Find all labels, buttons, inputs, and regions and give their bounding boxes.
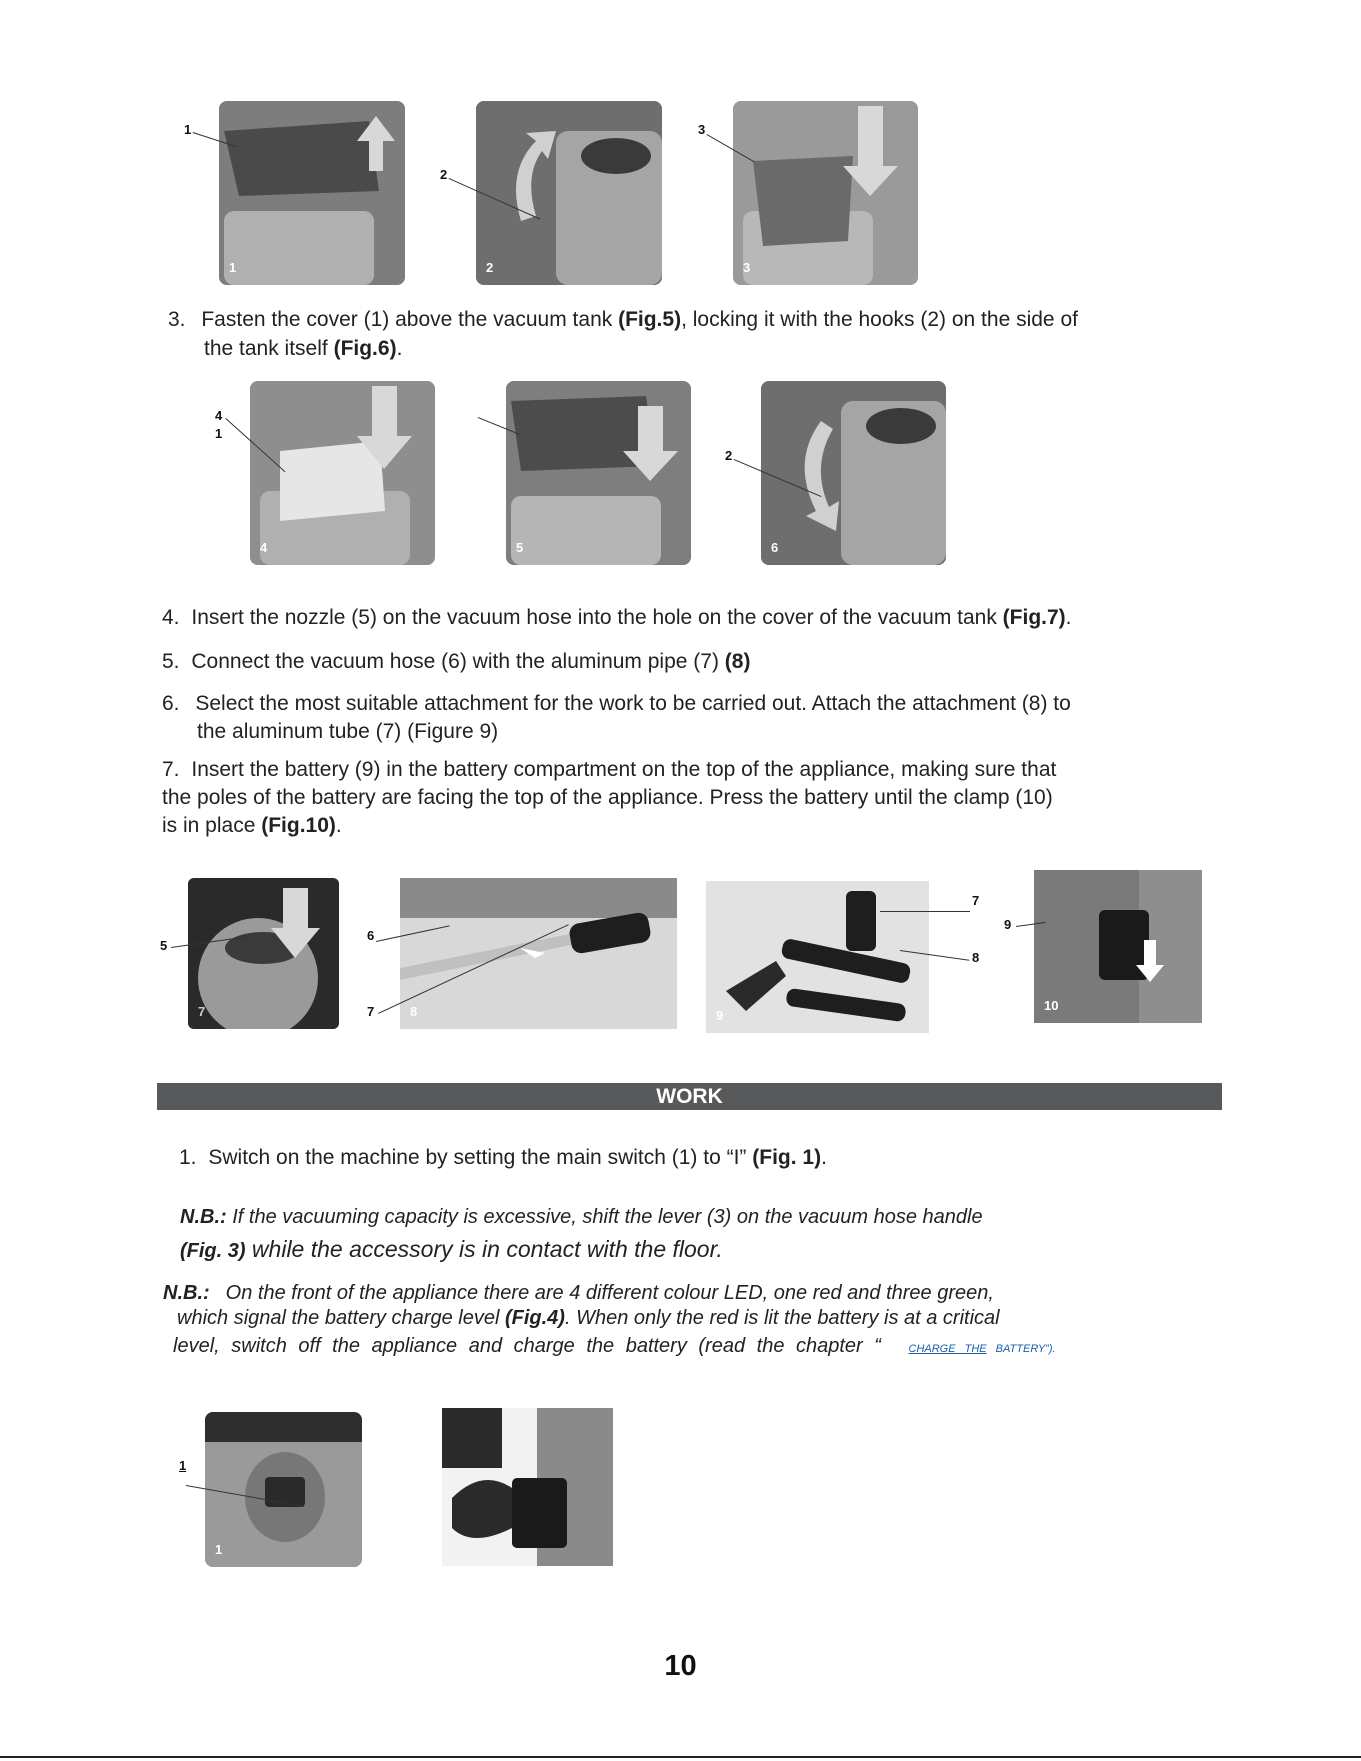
note-text: . When only the red is lit the battery is at a critical xyxy=(564,1307,1000,1329)
step-text: Select the most suitable attachment for the work to be carried out. Attach the attachment (8) to xyxy=(195,692,1071,715)
figure-number: 1 xyxy=(215,1542,223,1557)
figure-number: 4 xyxy=(260,540,268,555)
step-text: Switch on the machine by setting the main switch (1) to “I” xyxy=(208,1146,753,1169)
leader-line xyxy=(880,911,970,912)
callout-label: 2 xyxy=(725,448,733,463)
callout-label: 3 xyxy=(698,122,706,137)
figure-5-photo xyxy=(506,381,691,565)
note-text: level, switch off the appliance and charge the battery (read the chapter “ xyxy=(173,1335,881,1357)
note-1 xyxy=(180,1206,983,1229)
figure-number: 1 xyxy=(229,260,237,275)
step-text: . xyxy=(335,814,342,837)
chapter-link-end: BATTERY”). xyxy=(986,1343,1056,1355)
figure-1-photo xyxy=(219,101,405,285)
note-text: On the front of the appliance there are 4 different colour LED, one red and three green, xyxy=(225,1282,994,1304)
step-number: 1. xyxy=(179,1146,197,1169)
callout-label: 9 xyxy=(1004,917,1012,932)
step-text: the tank itself xyxy=(204,337,334,360)
note-text: If the vacuuming capacity is excessive, shift the lever (3) on the vacuum hose handle xyxy=(226,1206,983,1228)
figure-number: 9 xyxy=(716,1008,724,1023)
step-3 xyxy=(168,305,1228,334)
note-2 xyxy=(163,1282,994,1305)
step-7-cont xyxy=(162,811,342,840)
callout-label: 7 xyxy=(972,893,980,908)
step-6-cont xyxy=(197,717,498,746)
figure-2-photo xyxy=(476,101,662,285)
step-text: , locking it with the hooks (2) on the side of xyxy=(681,308,1078,331)
step-text: Insert the battery (9) in the battery compartment on the top of the appliance, making sure that xyxy=(191,758,1057,781)
figure-battery-photo xyxy=(442,1408,613,1566)
note-text: which signal the battery charge level xyxy=(177,1307,505,1329)
callout-label: 4 xyxy=(215,408,223,423)
callout-label: 1 xyxy=(184,122,192,137)
step-number: 5. xyxy=(162,650,180,673)
step-text: . xyxy=(1065,606,1072,629)
figure-ref: (Fig.6) xyxy=(333,337,397,360)
figure-number: 10 xyxy=(1044,998,1059,1013)
step-text: the poles of the battery are facing the top of the appliance. Press the battery until the clamp (10) xyxy=(162,786,1053,809)
step-4 xyxy=(162,603,1232,632)
callout-label: 2 xyxy=(440,167,448,182)
page-number: 10 xyxy=(664,1650,697,1682)
callout-label: 5 xyxy=(160,938,168,953)
figure-number: 6 xyxy=(771,540,779,555)
step-text: Insert the nozzle (5) on the vacuum hose into the hole on the cover of the vacuum tank xyxy=(191,606,1003,629)
figure-9-photo xyxy=(706,881,929,1033)
note-label: N.B.: xyxy=(180,1206,227,1228)
figure-number: 8 xyxy=(410,1004,418,1019)
figure-ref: (Fig.5) xyxy=(618,308,682,331)
figure-6-photo xyxy=(761,381,946,565)
chapter-link[interactable]: CHARGE THE xyxy=(908,1343,987,1355)
figure-number: 3 xyxy=(743,260,751,275)
step-text: . xyxy=(821,1146,827,1169)
figure-ref: (Fig.4) xyxy=(504,1307,565,1329)
figure-number: 7 xyxy=(198,1004,206,1019)
step-text: Fasten the cover (1) above the vacuum tank xyxy=(201,308,619,331)
figure-7-photo xyxy=(188,878,339,1029)
work-step-1 xyxy=(179,1143,827,1172)
note-text: while the accessory is in contact with the floor. xyxy=(245,1236,723,1262)
figure-3-photo xyxy=(733,101,918,285)
figure-ref: (Fig.7) xyxy=(1002,606,1066,629)
step-7-cont xyxy=(162,783,1232,812)
note-2-cont xyxy=(177,1307,1000,1330)
figure-1-work-photo xyxy=(205,1412,362,1567)
figure-number: 5 xyxy=(516,540,524,555)
step-5 xyxy=(162,647,750,676)
figure-ref: (Fig. 1) xyxy=(752,1146,822,1169)
step-text: Connect the vacuum hose (6) with the aluminum pipe (7) xyxy=(191,650,725,673)
figure-ref: (Fig.10) xyxy=(261,814,336,837)
bottom-rule xyxy=(0,1756,1361,1758)
figure-number: 2 xyxy=(486,260,494,275)
note-label: N.B.: xyxy=(163,1282,210,1304)
step-number: 4. xyxy=(162,606,180,629)
note-2-cont xyxy=(173,1335,1056,1358)
section-header-work: WORK xyxy=(157,1083,1222,1110)
step-3-cont xyxy=(204,334,402,363)
callout-label: 8 xyxy=(972,950,980,965)
step-number: 7. xyxy=(162,758,180,781)
step-6 xyxy=(162,689,1232,718)
step-text: . xyxy=(396,337,403,360)
step-number: 3. xyxy=(168,308,186,331)
step-7 xyxy=(162,755,1232,784)
step-text: the aluminum tube (7) (Figure 9) xyxy=(197,720,499,743)
figure-4-photo xyxy=(250,381,435,565)
figure-ref: (8) xyxy=(724,650,751,673)
note-1-cont xyxy=(180,1236,723,1263)
figure-10-photo xyxy=(1034,870,1202,1023)
figure-8-photo xyxy=(400,878,677,1029)
callout-label: 1 xyxy=(179,1458,187,1473)
figure-ref: (Fig. 3) xyxy=(180,1240,246,1262)
step-number: 6. xyxy=(162,692,180,715)
step-text: is in place xyxy=(162,814,262,837)
callout-label: 7 xyxy=(367,1004,375,1019)
callout-label: 6 xyxy=(367,928,375,943)
callout-label: 1 xyxy=(215,426,223,441)
